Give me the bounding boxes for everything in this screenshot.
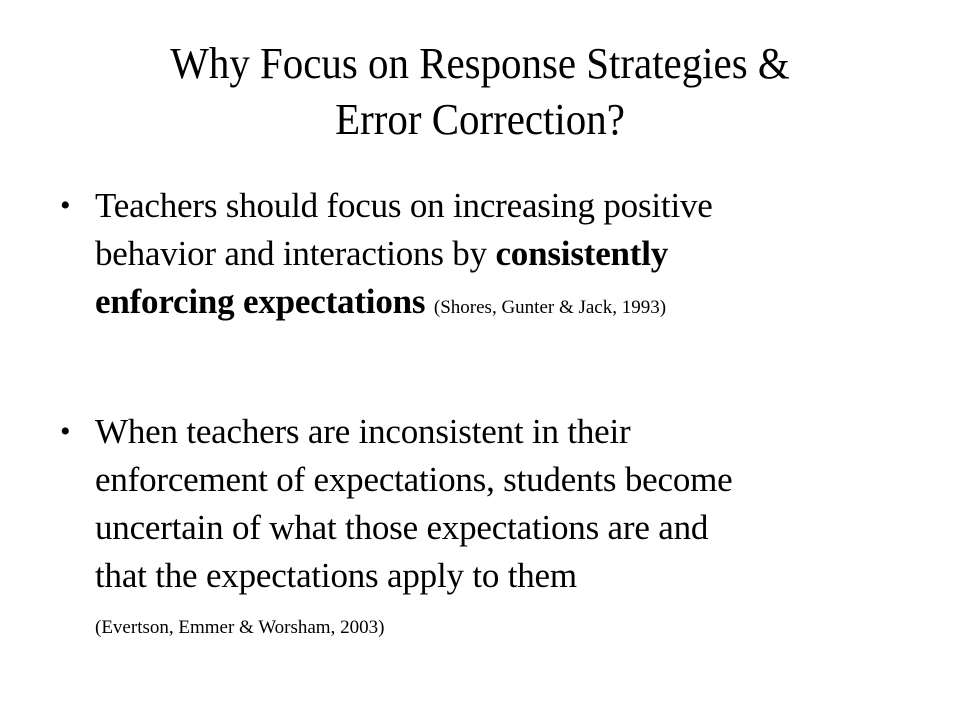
- bullet-line: Teachers should focus on increasing positive: [95, 186, 713, 225]
- bullet-emphasis: consistently: [495, 234, 669, 273]
- bullet-line: When teachers are inconsistent in their: [95, 412, 631, 451]
- bullet-line: [95, 278, 885, 332]
- bullet-marker: •: [60, 189, 71, 222]
- bullet-line: uncertain of what those expectations are and: [95, 508, 709, 547]
- citation: (Evertson, Emmer & Worsham, 2003): [95, 617, 385, 638]
- bullet-line: that the expectations apply to them: [95, 556, 577, 595]
- bullet-emphasis: enforcing expectations: [95, 282, 426, 321]
- bullet-text: [95, 182, 885, 332]
- slide-title-line-2: Error Correction?: [335, 95, 625, 144]
- bullet-marker: •: [60, 415, 71, 448]
- bullet-line-plain: behavior and interactions by: [95, 234, 496, 273]
- bullet-line: [95, 230, 885, 278]
- slide-title-line-1: Why Focus on Response Strategies &: [170, 39, 790, 88]
- bullet-text: [95, 408, 885, 642]
- citation: (Shores, Gunter & Jack, 1993): [433, 297, 667, 318]
- bullet-line: enforcement of expectations, students become: [95, 460, 733, 499]
